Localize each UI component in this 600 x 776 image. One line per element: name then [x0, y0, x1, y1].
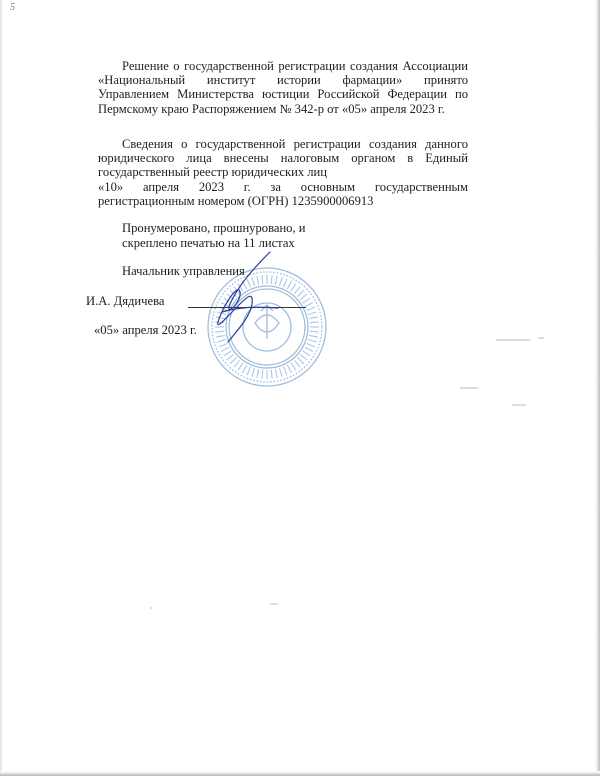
text-line: Сведения о государственной регистрации создания данного — [122, 137, 468, 151]
text-line: Решение о государственной регистрации создания Ассоциации — [122, 59, 468, 73]
text-line: Управлением Министерства юстиции Российской Федерации по — [98, 87, 468, 102]
text-line: регистрационным номером (ОГРН) 1235900006913 — [98, 193, 374, 208]
text-line: «10» апреля 2023 г. за основным государственным — [98, 179, 468, 194]
text-line: государственный реестр юридических лиц — [98, 165, 328, 180]
signature-date: «05» апреля 2023 г. — [94, 323, 197, 337]
page-corner-mark: 5 — [10, 2, 15, 13]
text-line: Пермскому краю Распоряжением № 342-р от «05» апреля 2023 г. — [98, 101, 445, 116]
signatory-name: И.А. Дядичева — [86, 294, 165, 308]
chief-position-label: Начальник управления — [122, 264, 245, 278]
text-line: юридического лица внесены налоговым органом в Единый — [98, 151, 468, 166]
text-line: скреплено печатью на 11 листах — [122, 236, 295, 250]
text-line: Пронумеровано, прошнуровано, и — [122, 221, 306, 235]
text-line: «Национальный институт истории фармации» принято — [98, 73, 468, 88]
